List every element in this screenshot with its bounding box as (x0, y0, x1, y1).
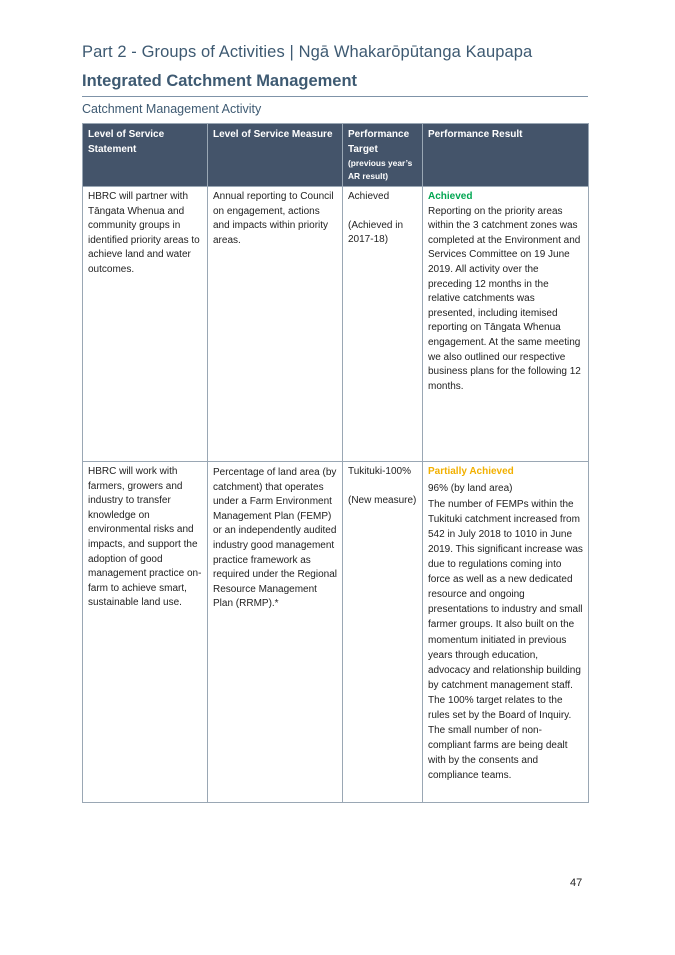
column-header-measure: Level of Service Measure (208, 124, 343, 187)
column-header-result: Performance Result (423, 124, 589, 187)
target-previous: (New measure) (348, 494, 417, 506)
column-header-statement: Level of Service Statement (83, 124, 208, 187)
target-value: Tukituki-100% (348, 466, 411, 477)
level-of-service-table (82, 123, 589, 803)
result-detail: Reporting on the priority areas within the 3 catchment zones was completed at the Environment and Services Committee on 19 June 2019. All activity over the preceding 12 months in the relative catchments was presented, including itemised reporting on Tāngata Whenua engagement. At the same meeting we also outlined our respective business plans for the following 12 months. (428, 205, 581, 392)
result-cell (423, 187, 589, 462)
result-cell (423, 462, 589, 803)
activity-title: Catchment Management Activity (82, 102, 262, 116)
statement-cell: HBRC will partner with Tāngata Whenua and community groups in identified priority areas to achieve land and water outcomes. (83, 187, 208, 462)
status-badge: Partially Achieved (428, 466, 514, 477)
status-badge: Achieved (428, 191, 473, 202)
table-header-row (83, 124, 589, 187)
target-cell (343, 462, 423, 803)
table-row (83, 187, 589, 462)
result-detail: The number of FEMPs within the Tukituki catchment increased from 542 in July 2018 to 1010 in June 2019. This significant increase was due to regulations coming into force as well as a new dedicated resource and ongoing presentations to industry and small farmer groups. It also built on the momentum initiated in previous years through education, advocacy and relationship building by catchment management staff. The 100% target relates to the rules set by the Board of Inquiry. The small number of non-compliant farms are being dealt with by the consents and compliance teams. (428, 498, 583, 782)
measure-cell: Annual reporting to Council on engagement, actions and impacts within priority areas. (208, 187, 343, 462)
target-header-label: Performance Target (348, 129, 410, 155)
section-title: Integrated Catchment Management (82, 72, 358, 90)
target-value: Achieved (348, 191, 390, 202)
page-number: 47 (570, 877, 583, 889)
target-previous: (Achieved in 2017-18) (348, 219, 404, 246)
result-value: 96% (by land area) (428, 482, 513, 494)
measure-cell: Percentage of land area (by catchment) that operates under a Farm Environment Management Plan (FEMP) or an independently audited industry good management practice framework as required under the Regional Resource Management Plan (RRMP).* (208, 462, 343, 803)
column-header-target (343, 124, 423, 187)
table-row (83, 462, 589, 803)
target-cell (343, 187, 423, 462)
heading-divider (82, 96, 588, 97)
target-header-note: (previous year’s AR result) (348, 158, 413, 181)
statement-cell: HBRC will work with farmers, growers and industry to transfer knowledge on environmental risks and impacts, and support the adoption of good management practice on-farm to achieve smart, sustainable land use. (83, 462, 208, 803)
part-title: Part 2 - Groups of Activities | Ngā Whakarōpūtanga Kaupapa (82, 43, 533, 61)
